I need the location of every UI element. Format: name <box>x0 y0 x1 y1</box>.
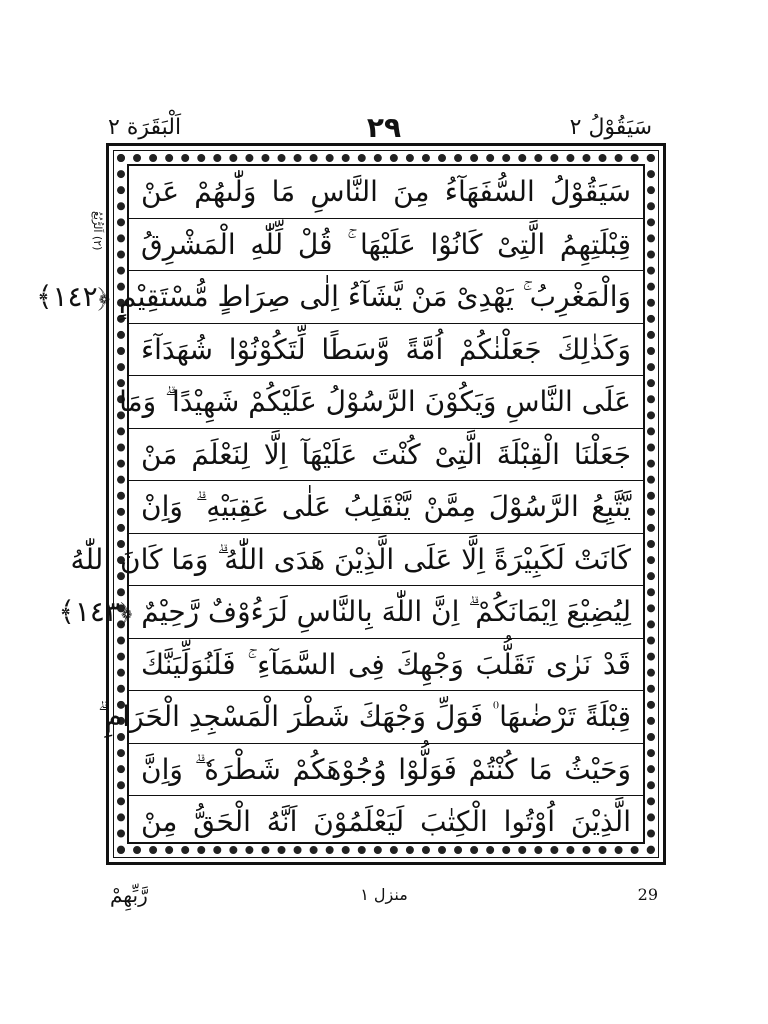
text-line: يَّتَّبِعُ الرَّسُوْلَ مِمَّنْ يَّنْقَلِبُ عَلٰى عَقِبَيْهِ ۗ وَاِنْ <box>129 481 643 534</box>
text-line: قَدْ نَرٰى تَقَلُّبَ وَجْهِكَ فِى السَّمَآءِ ۚ فَلَنُوَلِّيَنَّكَ <box>129 639 643 692</box>
ruku-margin-note: (٢) اَلرُّبُعُ <box>91 210 104 250</box>
catchword: رَّبِّهِمْ <box>110 883 148 907</box>
text-line: وَالْمَغْرِبُ ۚ يَهْدِىْ مَنْ يَّشَآءُ اِلٰى صِرَاطٍ مُّسْتَقِيْمٍ ﴿١٤٢﴾ <box>129 271 643 324</box>
text-line: قِبْلَتِهِمُ الَّتِىْ كَانُوْا عَلَيْهَا ۚ قُلْ لِّلّٰهِ الْمَشْرِقُ <box>129 219 643 272</box>
text-line: عَلَى النَّاسِ وَيَكُوْنَ الرَّسُوْلُ عَلَيْكُمْ شَهِيْدًا ۗ وَمَا <box>129 376 643 429</box>
text-line: قِبْلَةً تَرْضٰىهَا ۠ فَوَلِّ وَجْهَكَ شَطْرَ الْمَسْجِدِ الْحَرَامِ ۗ <box>129 691 643 744</box>
page-number-footer: 29 <box>637 885 658 904</box>
text-line: وَحَيْثُ مَا كُنْتُمْ فَوَلُّوْا وُجُوْهَكُمْ شَطْرَهٗ ۗ وَاِنَّ <box>129 744 643 797</box>
text-line: جَعَلْنَا الْقِبْلَةَ الَّتِىْ كُنْتَ عَلَيْهَآ اِلَّا لِنَعْلَمَ مَنْ <box>129 429 643 482</box>
text-line: الَّذِيْنَ اُوْتُوا الْكِتٰبَ لَيَعْلَمُوْنَ اَنَّهُ الْحَقُّ مِنْ <box>141 805 631 838</box>
text-line: وَكَذٰلِكَ جَعَلْنٰكُمْ اُمَّةً وَّسَطًا لِّتَكُوْنُوْا شُهَدَآءَ <box>129 324 643 377</box>
text-line: لِيُضِيْعَ اِيْمَانَكُمْ ۗ اِنَّ اللّٰهَ بِالنَّاسِ لَرَءُوْفٌ رَّحِيْمٌ ﴿١٤٣﴾ <box>129 586 643 639</box>
surah-name-header: اَلْبَقَرَة ٢ <box>108 115 182 140</box>
text-line: كَانَتْ لَكَبِيْرَةً اِلَّا عَلَى الَّذِيْنَ هَدَى اللّٰهُ ۗ وَمَا كَانَ اللّٰهُ <box>129 534 643 587</box>
page-number-header: ٢٩ <box>366 111 402 144</box>
manzil-label: منزل ١ <box>360 885 408 904</box>
text-line: سَيَقُوْلُ السُّفَهَآءُ مِنَ النَّاسِ مَا وَلّٰىهُمْ عَنْ <box>129 166 643 219</box>
juz-name-header: سَيَقُوْلُ ٢ <box>569 115 652 140</box>
